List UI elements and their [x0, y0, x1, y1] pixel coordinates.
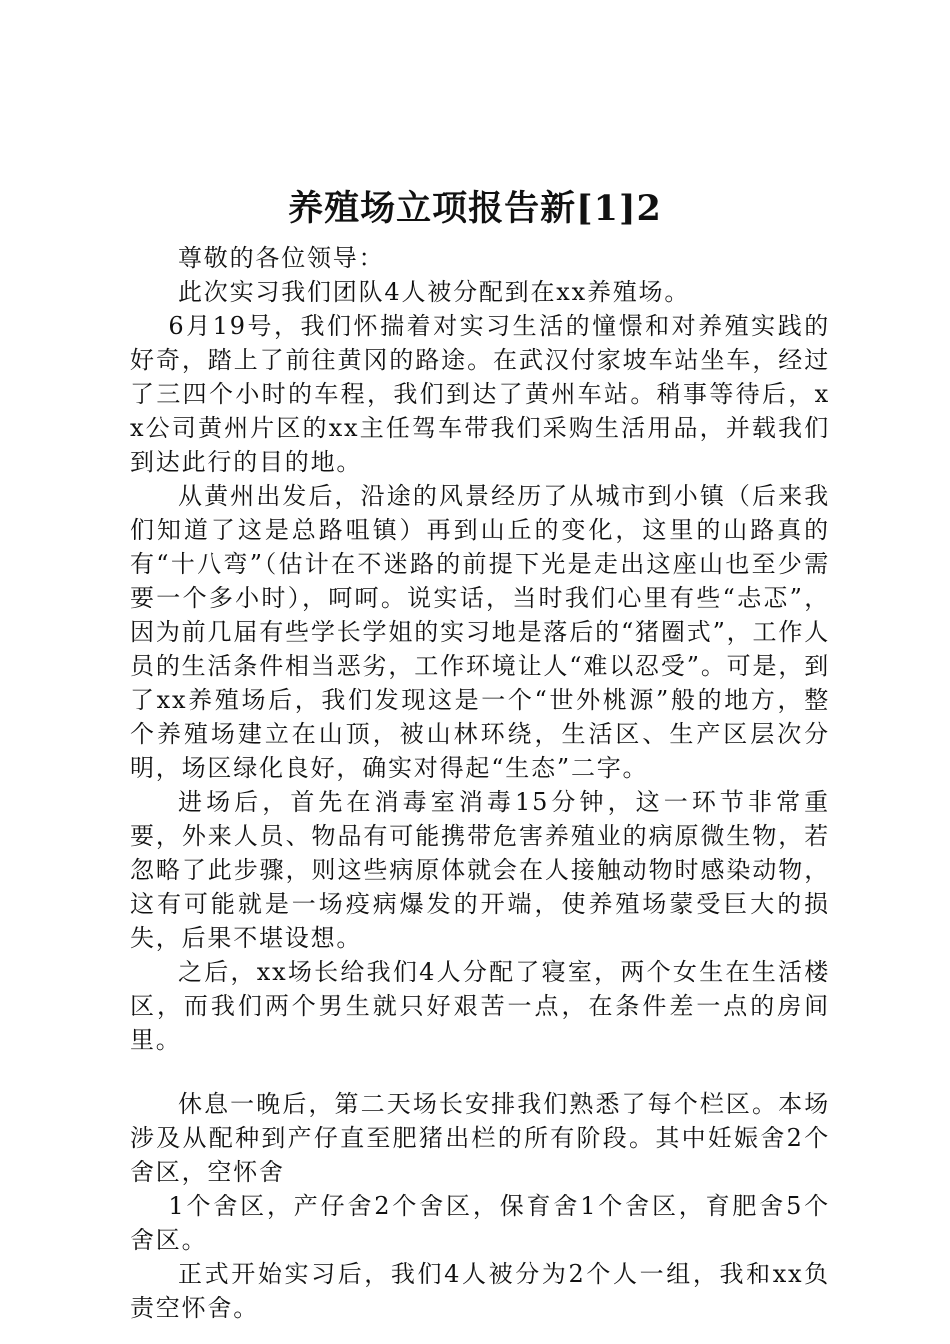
internship-start-paragraph: 正式开始实习后，我们4人被分为2个人一组，我和xx负责空怀舍。	[130, 1260, 830, 1322]
pens-paragraph: 休息一晚后，第二天场长安排我们熟悉了每个栏区。本场涉及从配种到产仔直至肥猪出栏的所有阶段。其中妊娠舍2个舍区，空怀舍	[130, 1090, 830, 1186]
dormitory-paragraph: 之后，xx场长给我们4人分配了寝室，两个女生在生活楼区，而我们两个男生就只好艰苦一点，在条件差一点的房间里。	[130, 958, 830, 1054]
disinfection-paragraph: 进场后，首先在消毒室消毒15分钟，这一环节非常重要，外来人员、物品有可能携带危害养殖业的病原微生物，若忽略了此步骤，则这些病原体就会在人接触动物时感染动物，这有可能就是一场疫病爆发的开端，使养殖场蒙受巨大的损失，后果不堪设想。	[130, 788, 830, 952]
document-body	[130, 241, 830, 1325]
intro-paragraph: 此次实习我们团队4人被分配到在xx养殖场。	[178, 278, 691, 306]
arrival-paragraph: 6月19号，我们怀揣着对实习生活的憧憬和对养殖实践的好奇，踏上了前往黄冈的路途。在武汉付家坡车站坐车，经过了三四个小时的车程，我们到达了黄州车站。稍事等待后，xx公司黄州片区的xx主任驾车带我们采购生活用品，并载我们到达此行的目的地。	[130, 312, 830, 476]
scenery-paragraph: 从黄州出发后，沿途的风景经历了从城市到小镇（后来我们知道了这是总路咀镇）再到山丘的变化，这里的山路真的有“十八弯”（估计在不迷路的前提下光是走出这座山也至少需要一个多小时），呵呵。说实话，当时我们心里有些“忐忑”，因为前几届有些学长学姐的实习地是落后的“猪圈式”，工作人员的生活条件相当恶劣，工作环境让人“难以忍受”。可是，到了xx养殖场后，我们发现这是一个“世外桃源”般的地方，整个养殖场建立在山顶，被山林环绕，生活区、生产区层次分明，场区绿化良好，确实对得起“生态”二字。	[130, 482, 830, 782]
pens-continued-paragraph: 1个舍区，产仔舍2个舍区，保育舍1个舍区，育肥舍5个舍区。	[130, 1192, 830, 1254]
salutation-paragraph: 尊敬的各位领导：	[178, 244, 385, 272]
document-title: 养殖场立项报告新[1]2	[288, 188, 662, 229]
